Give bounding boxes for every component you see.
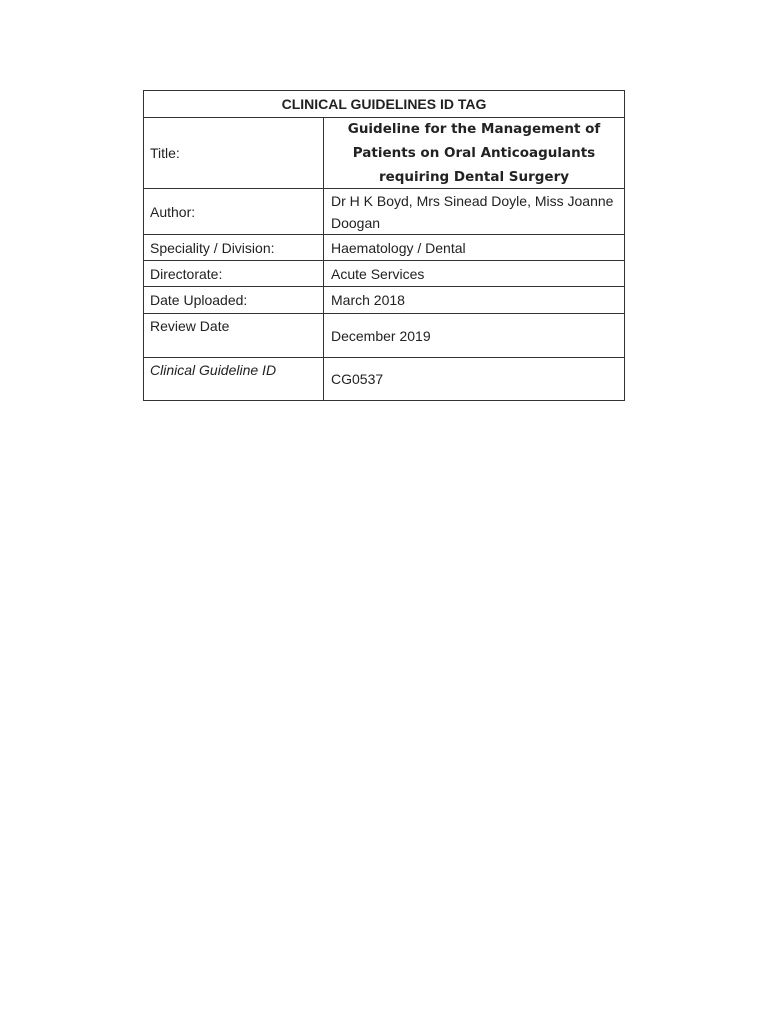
row-value: December 2019: [331, 327, 431, 344]
row-value: March 2018: [331, 292, 405, 308]
table-row-speciality: [144, 234, 624, 260]
row-label: Review Date: [144, 314, 324, 357]
row-value: CG0537: [331, 371, 384, 387]
row-value: Acute Services: [331, 265, 425, 282]
row-value: Dr H K Boyd, Mrs Sinead Doyle, Miss Joanne Doogan: [331, 192, 614, 231]
row-value: Haematology / Dental: [331, 239, 466, 256]
table-row-guideline-id: [144, 357, 624, 400]
row-label: Author:: [144, 189, 324, 234]
table-row-author: [144, 188, 624, 234]
row-label: Title:: [144, 118, 324, 188]
table-row-date-uploaded: [144, 286, 624, 313]
table-header: CLINICAL GUIDELINES ID TAG: [281, 96, 487, 112]
guideline-id-table: [143, 90, 625, 401]
row-label: Date Uploaded:: [144, 287, 324, 313]
guideline-title: Guideline for the Management of Patients on Oral Anticoagulants requiring Dental Surgery: [347, 121, 601, 185]
table-row-directorate: [144, 260, 624, 286]
table-row-review-date: [144, 313, 624, 357]
table-row-title: [144, 117, 624, 188]
row-label: Directorate:: [144, 261, 324, 286]
row-label: Clinical Guideline ID: [144, 358, 324, 400]
row-label: Speciality / Division:: [144, 235, 324, 260]
